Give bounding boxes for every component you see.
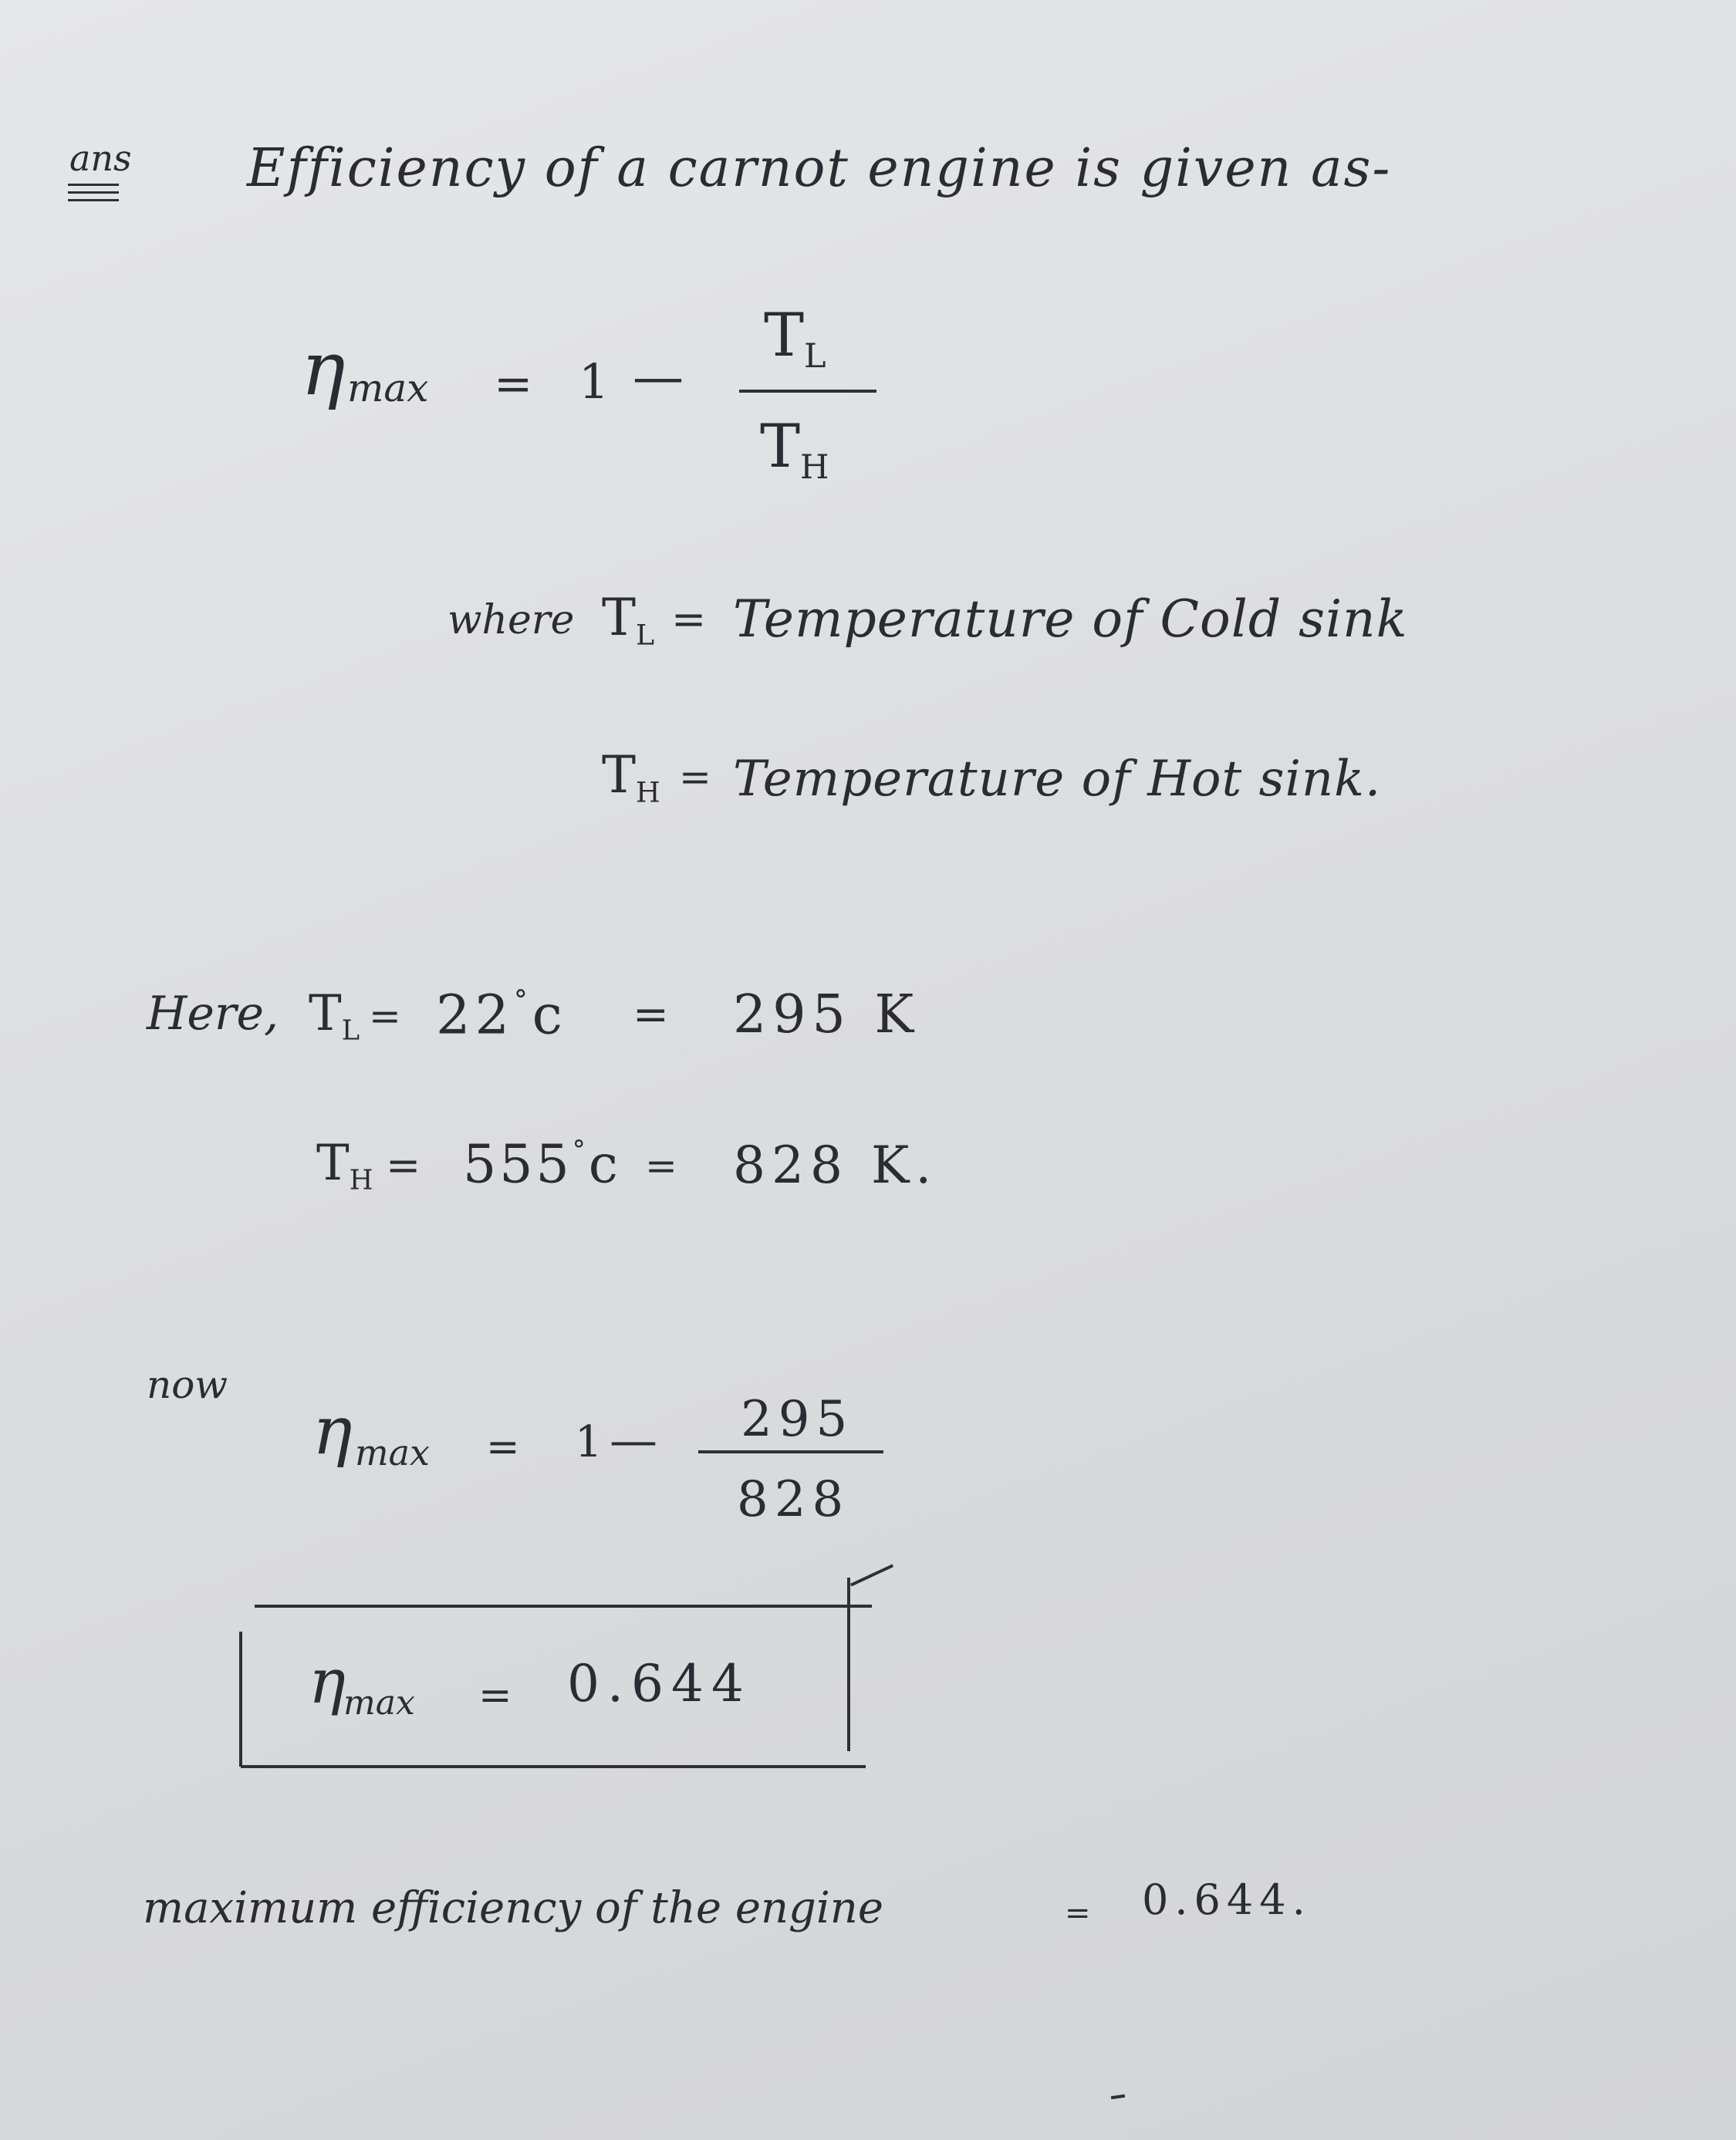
- where-label: where: [448, 597, 575, 643]
- result-eta: η: [309, 1646, 346, 1717]
- given-th-celsius-value: 555: [463, 1134, 572, 1196]
- formula-denominator-symbol: T: [760, 412, 801, 481]
- formula-denominator-sub: H: [800, 448, 829, 487]
- def-tl-symbol: [602, 588, 655, 652]
- given-th-letter: T: [316, 1135, 350, 1192]
- conclusion-text: maximum efficiency of the engine: [143, 1883, 883, 1933]
- def-th-equals: =: [679, 754, 711, 799]
- given-tl-equals: =: [369, 994, 401, 1038]
- given-th-equals-2: =: [645, 1143, 677, 1188]
- calc-one: 1: [575, 1417, 603, 1467]
- def-th-text: Temperature of Hot sink.: [733, 751, 1382, 808]
- given-tl-degree: °: [514, 985, 532, 1016]
- calc-fraction-bar: [698, 1450, 883, 1453]
- given-tl-sub: L: [341, 1014, 360, 1047]
- result-value: 0.644: [567, 1654, 751, 1713]
- formula-eta-sub: max: [347, 366, 429, 410]
- given-tl-symbol: [309, 985, 360, 1047]
- given-tl-equals-2: =: [633, 990, 669, 1040]
- calc-eta-sub: max: [355, 1432, 430, 1473]
- def-tl-equals: =: [671, 595, 707, 643]
- formula-numerator: [764, 301, 826, 376]
- given-tl-letter: T: [309, 985, 342, 1042]
- given-th-equals: =: [386, 1141, 421, 1190]
- def-tl-text: Temperature of Cold sink: [733, 589, 1408, 649]
- calc-minus: —: [610, 1412, 657, 1468]
- result-box-left: [239, 1632, 242, 1767]
- intro-text: Efficiency of a carnot engine is given as-: [247, 138, 1392, 199]
- result-box-right: [847, 1578, 850, 1751]
- given-tl-celsius: [436, 983, 567, 1047]
- calc-numerator: 295: [741, 1391, 854, 1448]
- formula-eta: η: [301, 326, 346, 412]
- conclusion-value: 0.644.: [1142, 1875, 1312, 1924]
- conclusion-equals: =: [1065, 1895, 1091, 1931]
- formula-one: 1: [579, 353, 610, 410]
- ans-underline-2: [68, 191, 119, 194]
- here-label: Here,: [147, 987, 279, 1041]
- given-th-symbol: [316, 1135, 373, 1197]
- result-eta-sub: max: [343, 1683, 415, 1723]
- formula-equals: =: [494, 357, 533, 411]
- given-th-celsius: [463, 1134, 621, 1196]
- def-th-letter: T: [602, 745, 637, 805]
- formula-numerator-sub: L: [804, 337, 826, 376]
- calc-denominator: 828: [737, 1471, 850, 1528]
- given-th-sub: H: [349, 1164, 373, 1197]
- calc-eta: η: [312, 1392, 353, 1470]
- formula-fraction-bar: [739, 390, 876, 393]
- result-box-bottom: [241, 1765, 866, 1768]
- given-tl-kelvin: 295 K: [733, 984, 920, 1045]
- result-equals: =: [478, 1673, 512, 1719]
- ans-label: ans: [69, 137, 132, 179]
- given-th-kelvin: 828 K.: [733, 1136, 938, 1195]
- formula-minus: —: [633, 347, 684, 407]
- calc-equals: =: [486, 1424, 520, 1470]
- def-tl-sub: L: [636, 618, 655, 652]
- ans-underline-3: [68, 199, 119, 201]
- formula-denominator: [760, 412, 829, 487]
- def-tl-letter: T: [602, 588, 637, 647]
- result-box-top: [255, 1605, 872, 1608]
- def-th-symbol: [602, 745, 660, 809]
- given-tl-celsius-value: 22: [436, 983, 515, 1047]
- ans-underline-1: [68, 184, 119, 186]
- formula-numerator-symbol: T: [764, 301, 805, 370]
- given-tl-c: c: [532, 983, 567, 1047]
- def-th-sub: H: [636, 775, 660, 809]
- given-th-c: c: [588, 1134, 621, 1196]
- now-label: now: [147, 1362, 228, 1407]
- given-th-degree: °: [572, 1135, 589, 1166]
